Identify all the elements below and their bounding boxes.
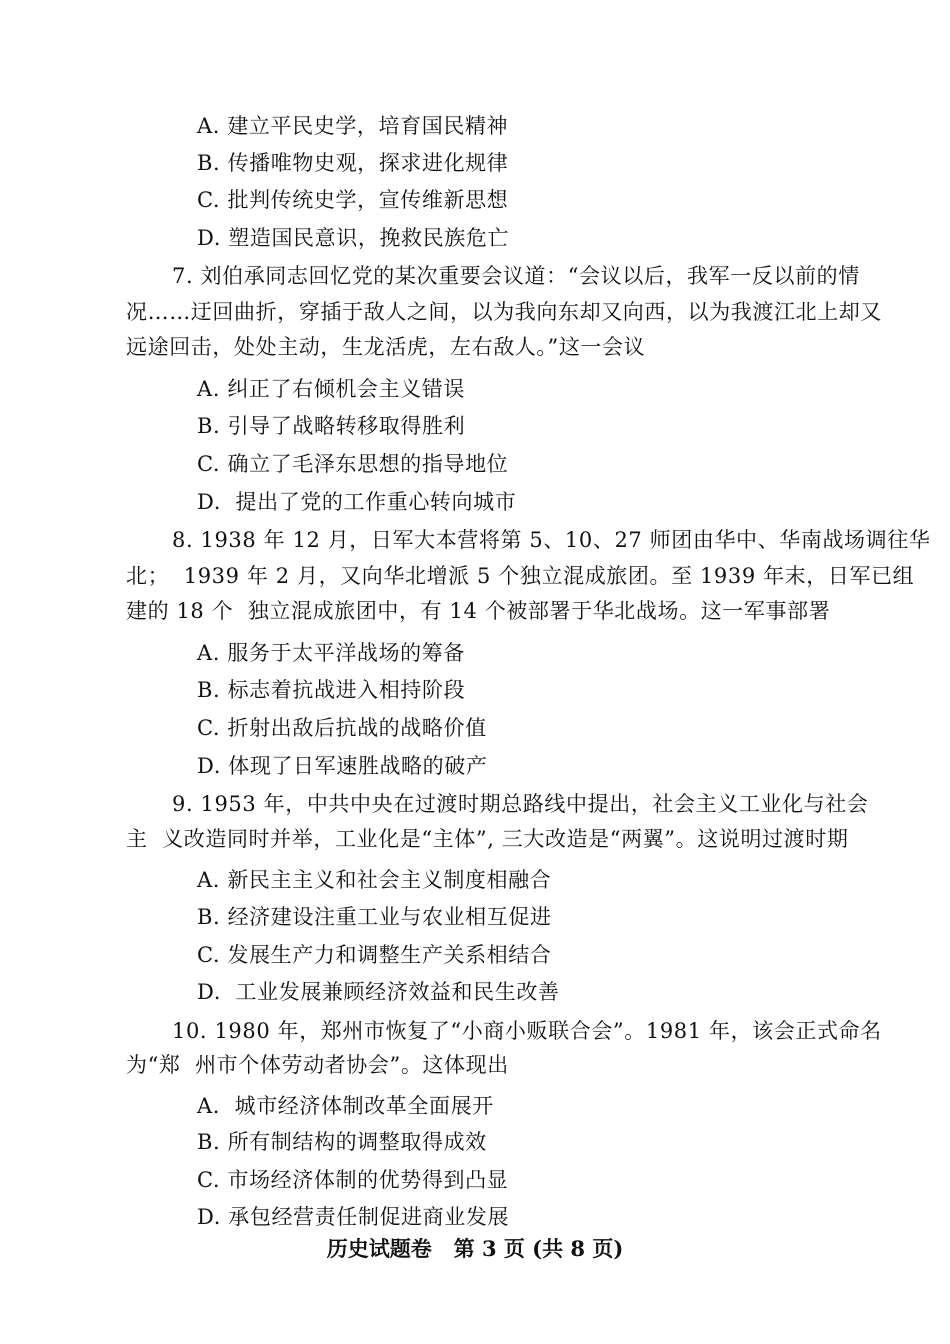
q6-option-d: D. 塑造国民意识，挽救民族危亡 (197, 226, 510, 250)
q7-option-b: B. 引导了战略转移取得胜利 (197, 414, 466, 438)
q8-option-a: A. 服务于太平洋战场的筹备 (197, 641, 465, 665)
q7-option-a: A. 纠正了右倾机会主义错误 (197, 377, 465, 401)
q8-option-d: D. 体现了日军速胜战略的破产 (197, 754, 488, 778)
q9-option-d: D. 工业发展兼顾经济效益和民生改善 (197, 980, 560, 1004)
q9-stem-line-1: 9. 1953 年，中共中央在过渡时期总路线中提出，社会主义工业化与社会 (172, 792, 869, 816)
q10-stem-line-2: 为“郑 州市个体劳动者协会”。这体现出 (126, 1053, 509, 1077)
q10-option-c: C. 市场经济体制的优势得到凸显 (197, 1168, 509, 1192)
q8-option-c: C. 折射出敌后抗战的战略价值 (197, 716, 487, 740)
q6-option-c: C. 批判传统史学，宣传维新思想 (197, 188, 509, 212)
q10-option-a: A. 城市经济体制改革全面展开 (197, 1094, 494, 1118)
q10-option-d: D. 承包经营责任制促进商业发展 (197, 1205, 510, 1229)
q8-stem-line-1: 8. 1938 年 12 月，日军大本营将第 5、10、27 师团由华中、华南战场调往华 (172, 528, 931, 552)
q6-option-b: B. 传播唯物史观，探求进化规律 (197, 151, 509, 175)
page-footer: 历史试题卷 第 3 页 (共 8 页) (326, 1236, 624, 1261)
q8-stem-line-2: 北； 1939 年 2 月，又向华北增派 5 个独立混成旅团。至 1939 年末，日军已组 (126, 564, 915, 588)
q10-stem-line-1: 10. 1980 年，郑州市恢复了“小商小贩联合会”。1981 年，该会正式命名 (172, 1019, 882, 1043)
q6-option-a: A. 建立平民史学，培育国民精神 (197, 114, 509, 138)
q9-option-b: B. 经济建设注重工业与农业相互促进 (197, 905, 552, 929)
q10-option-b: B. 所有制结构的调整取得成效 (197, 1130, 487, 1154)
q9-option-a: A. 新民主主义和社会主义制度相融合 (197, 868, 552, 892)
q7-option-c: C. 确立了毛泽东思想的指导地位 (197, 452, 509, 476)
q8-stem-line-3: 建的 18 个 独立混成旅团中，有 14 个被部署于华北战场。这一军事部署 (126, 599, 831, 623)
q7-stem-line-1: 7. 刘伯承同志回忆党的某次重要会议道：“会议以后，我军一反以前的情 (172, 264, 860, 288)
q7-option-d: D. 提出了党的工作重心转向城市 (197, 490, 517, 514)
q9-stem-line-2: 主 义改造同时并举，工业化是“主体”, 三大改造是“两翼”。这说明过渡时期 (126, 827, 849, 851)
q9-option-c: C. 发展生产力和调整生产关系相结合 (197, 943, 552, 967)
q8-option-b: B. 标志着抗战进入相持阶段 (197, 678, 466, 702)
q7-stem-line-3: 远途回击，处处主动，生龙活虎，左右敌人。”这一会议 (126, 335, 646, 359)
q7-stem-line-2: 况……迂回曲折，穿插于敌人之间，以为我向东却又向西，以为我渡江北上却又 (126, 300, 882, 324)
